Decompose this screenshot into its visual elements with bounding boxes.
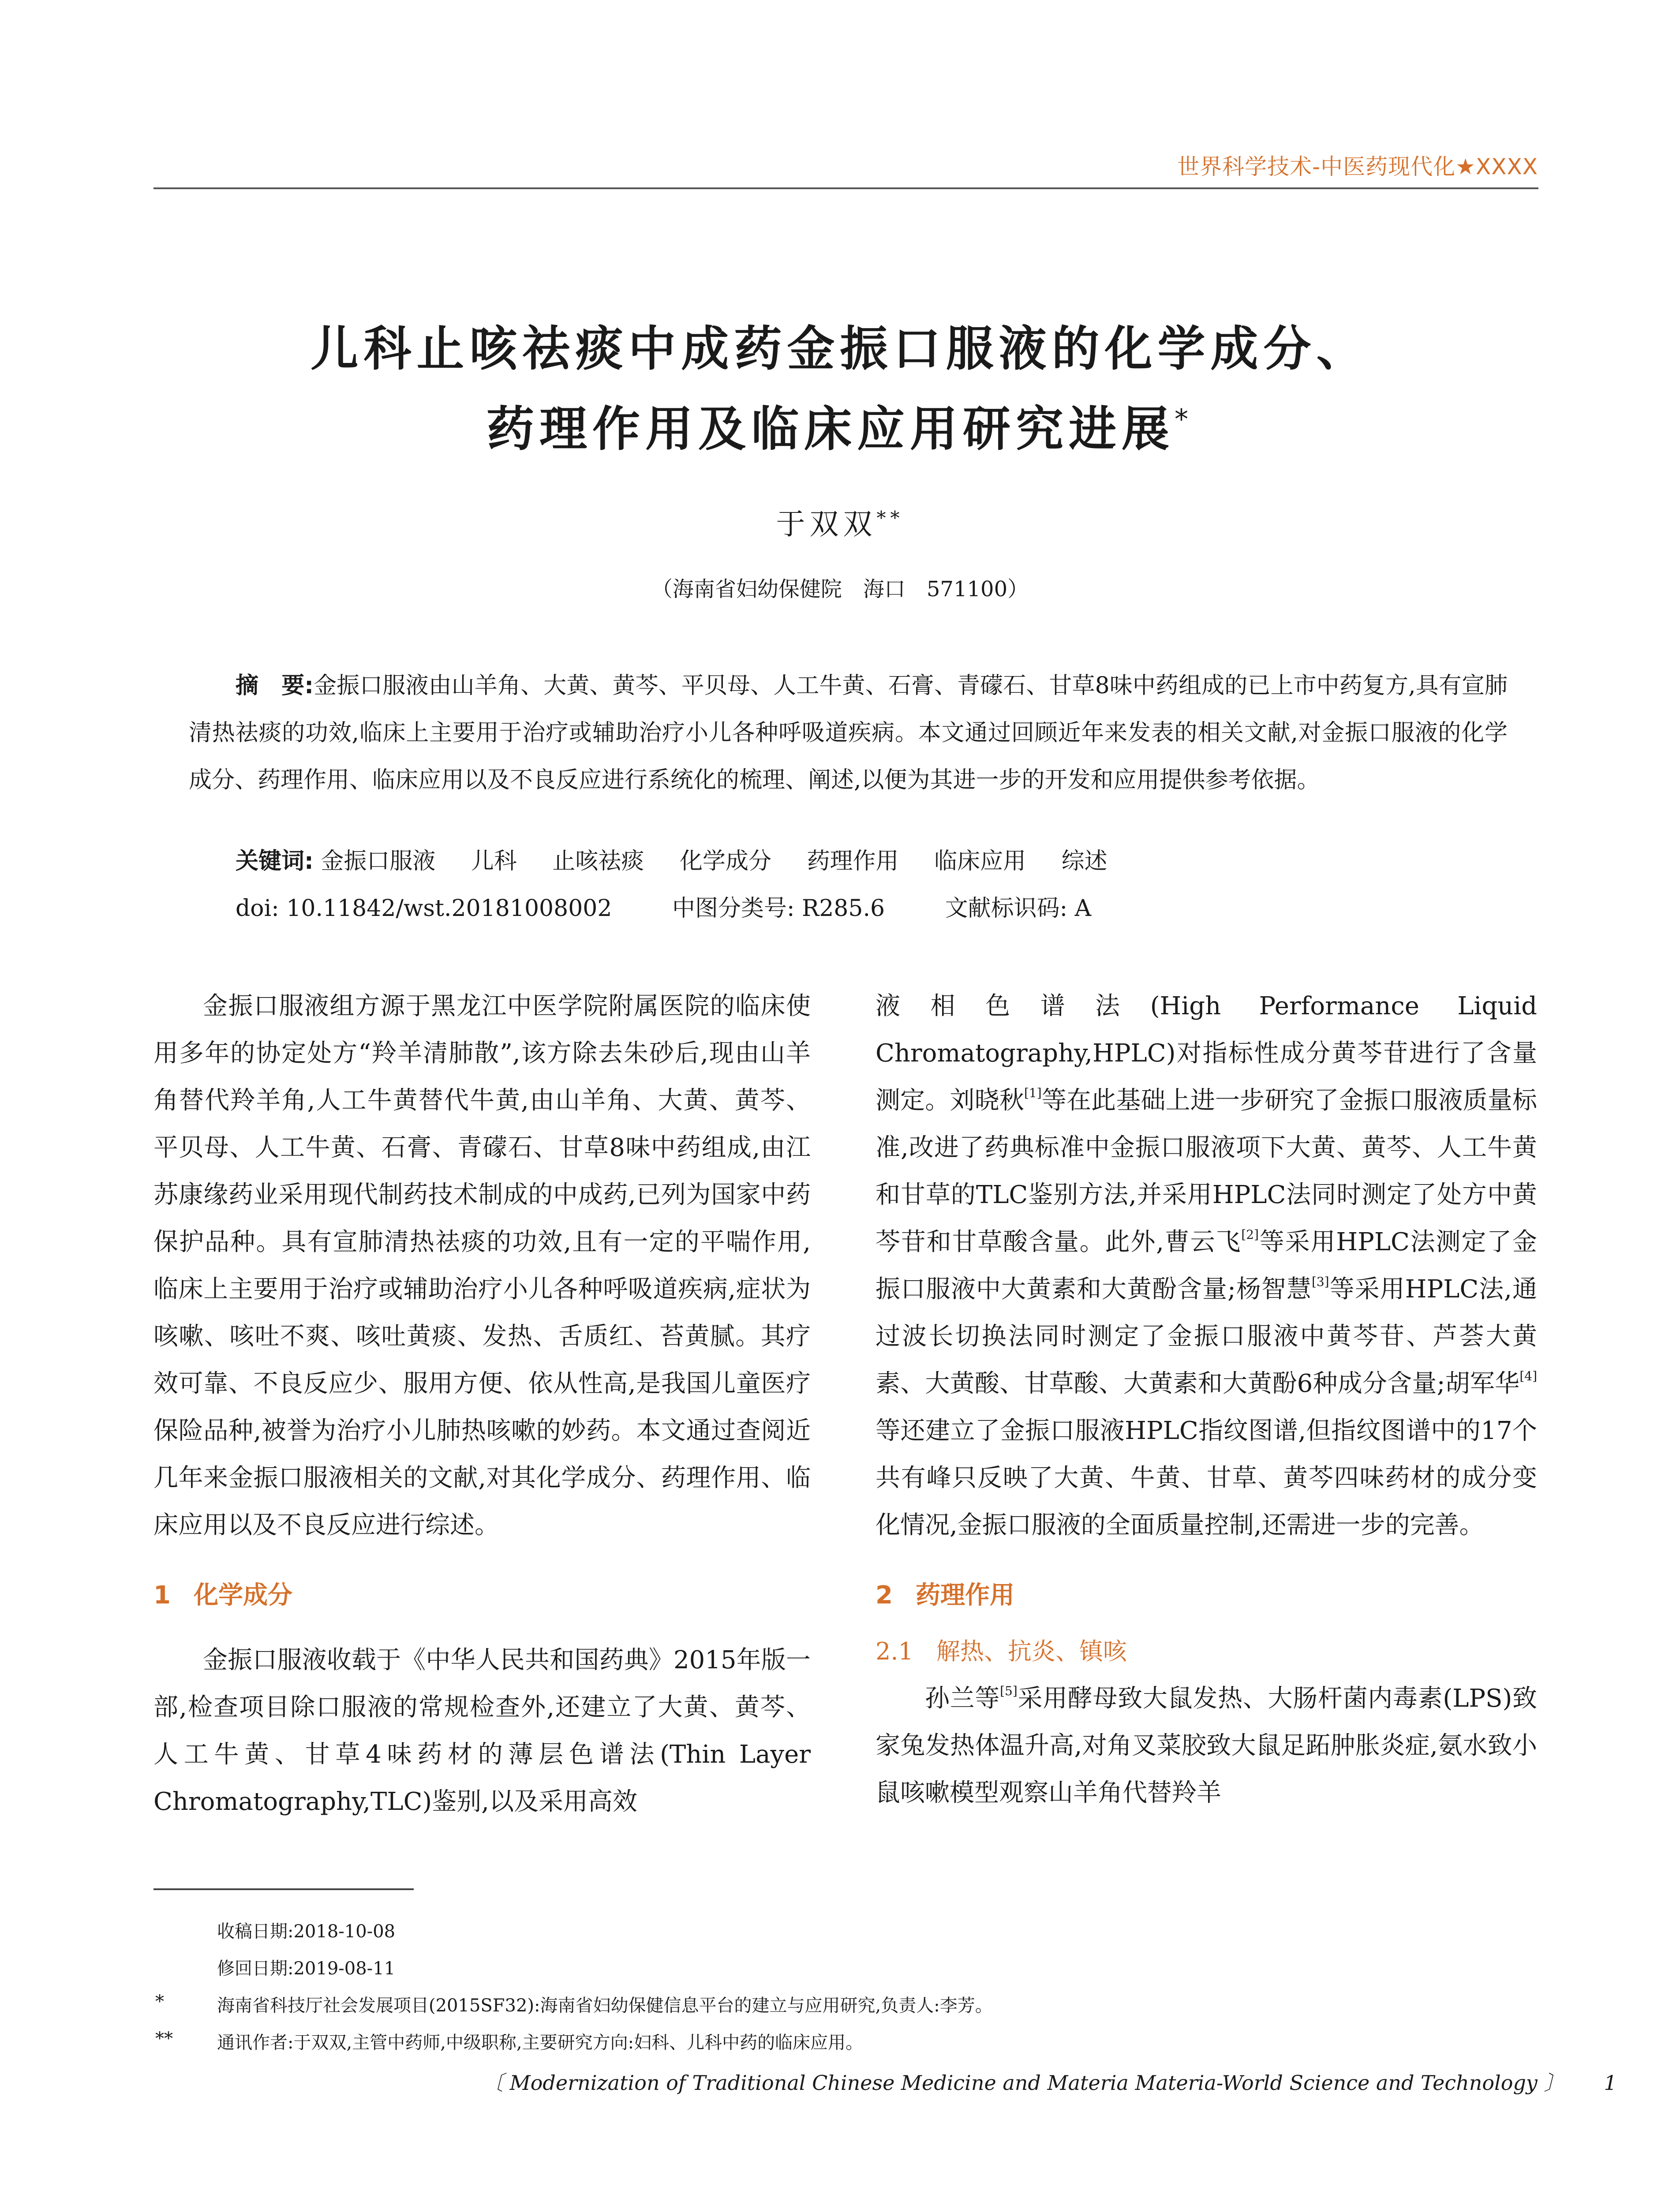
section-1-number: 1 (153, 1581, 171, 1610)
document-code: 文献标识码: A (945, 895, 1092, 922)
keywords-label: 关键词: (236, 848, 314, 875)
right-paragraph-2 (876, 1675, 1537, 1816)
text-span: 等采用HPLC法测定了金振口服液中大黄素和大黄酚含量;杨智慧 (876, 1228, 1537, 1304)
page-footer (483, 2067, 1617, 2096)
title-footnote-mark: * (1175, 403, 1194, 435)
doi: doi: 10.11842/wst.20181008002 (236, 895, 612, 922)
text-span: 液相色谱法(High Performance Liquid Chromatography,HPLC)对指标性成分黄芩苷进行了含量测定。刘晓秋 (876, 992, 1537, 1115)
keyword-item: 金振口服液 (321, 848, 436, 875)
section-1-title: 化学成分 (193, 1581, 292, 1610)
text-span: 等还建立了金振口服液HPLC指纹图谱,但指纹图谱中的17个共有峰只反映了大黄、牛黄、甘草、黄芩四味药材的成分变化情况,金振口服液的全面质量控制,还需进一步的完善。 (876, 1416, 1537, 1540)
citation: [3] (1311, 1274, 1329, 1289)
section-2-number: 2 (876, 1581, 893, 1610)
corresponding-mark: ** (155, 2029, 173, 2049)
abstract-label: 摘 要: (236, 673, 314, 699)
page-number: 1 (1604, 2071, 1617, 2095)
citation: [5] (1000, 1684, 1018, 1698)
right-paragraph-1 (876, 983, 1537, 1549)
text-span: 采用酵母致大鼠发热、大肠杆菌内毒素(LPS)致家兔发热体温升高,对角叉菜胶致大鼠足跖肿胀炎症,氨水致小鼠咳嗽模型观察山羊角代替羚羊 (876, 1684, 1537, 1807)
footer-journal: 〔 Modernization of Traditional Chinese Medicine and Materia Materia-World Science and Technology 〕 (483, 2071, 1564, 2095)
revised-date: 修回日期:2019-08-11 (217, 1958, 396, 1979)
corresponding-author-note: 通讯作者:于双双,主管中药师,中级职称,主要研究方向:妇科、儿科中药的临床应用。 (217, 2033, 864, 2053)
received-date: 收稿日期:2018-10-08 (217, 1921, 396, 1942)
paper-title-line-1: 儿科止咳祛痰中成药金振口服液的化学成分、 (311, 321, 1369, 377)
subsection-2-1-heading (876, 1628, 1537, 1675)
citation: [2] (1241, 1227, 1259, 1242)
text-span: 孙兰等 (925, 1684, 1000, 1713)
clc-number: 中图分类号: R285.6 (672, 895, 885, 922)
keyword-item: 儿科 (471, 848, 517, 875)
citation: [4] (1519, 1369, 1537, 1383)
keyword-item: 临床应用 (934, 848, 1026, 875)
text-span: 等采用HPLC法,通过波长切换法同时测定了金振口服液中黄芩苷、芦荟大黄素、大黄酸、甘草酸、大黄素和大黄酚6种成分含量;胡军华 (876, 1275, 1537, 1398)
intro-paragraph: 金振口服液组方源于黑龙江中医学院附属医院的临床使用多年的协定处方“羚羊清肺散”,该方除去朱砂后,现由山羊角替代羚羊角,人工牛黄替代牛黄,由山羊角、大黄、黄芩、平贝母、人工牛黄、石膏、青礞石、甘草8味中药组成,由江苏康缘药业采用现代制药技术制成的中成药,已列为国家中药保护品种。具有宣肺清热祛痰的功效,且有一定的平喘作用,临床上主要用于治疗或辅助治疗小儿各种呼吸道疾病,症状为咳嗽、咳吐不爽、咳吐黄痰、发热、舌质红、苔黄腻。其疗效可靠、不良反应少、服用方便、依从性高,是我国儿童医疗保险品种,被誉为治疗小儿肺热咳嗽的妙药。本文通过查阅近几年来金振口服液相关的文献,对其化学成分、药理作用、临床应用以及不良反应进行综述。 (153, 992, 811, 1540)
keywords (236, 842, 1136, 875)
keyword-item: 药理作用 (807, 848, 899, 875)
section-2-heading (876, 1572, 1537, 1619)
footnote-divider (153, 1888, 414, 1890)
fund-mark: * (155, 1992, 164, 2012)
article-meta (236, 889, 1144, 923)
right-column (876, 983, 1537, 1816)
author-name: 于双双 (776, 507, 877, 541)
abstract (189, 662, 1508, 804)
text-span: 等在此基础上进一步研究了金振口服液质量标准,改进了药典标准中金振口服液项下大黄、黄芩、人工牛黄和甘草的TLC鉴别方法,并采用HPLC法同时测定了处方中黄芩苷和甘草酸含量。此外,曹云飞 (876, 1086, 1538, 1256)
section-1-heading (153, 1572, 811, 1619)
journal-header: 世界科学技术-中医药现代化★XXXX (1177, 154, 1538, 179)
subsection-2-1-number: 2.1 (876, 1637, 913, 1665)
keyword-item: 综述 (1061, 848, 1108, 875)
fund-note: 海南省科技厅社会发展项目(2015SF32):海南省妇幼保健信息平台的建立与应用研究,负责人:李芳。 (217, 1996, 993, 2016)
author-footnote-mark: ** (876, 507, 904, 529)
keyword-item: 化学成分 (679, 848, 771, 875)
subsection-2-1-title: 解热、抗炎、镇咳 (936, 1637, 1127, 1665)
header-divider (153, 187, 1538, 189)
keyword-item: 止咳祛痰 (552, 848, 644, 875)
citation: [1] (1024, 1086, 1042, 1100)
paper-title-line-2 (0, 402, 1680, 457)
section-2-title: 药理作用 (915, 1581, 1014, 1610)
affiliation: （海南省妇幼保健院 海口 571100） (651, 577, 1029, 602)
left-column (153, 983, 811, 1825)
author-line (0, 501, 1680, 542)
section-1-paragraph: 金振口服液收载于《中华人民共和国药典》2015年版一部,检查项目除口服液的常规检查外,还建立了大黄、黄芩、人工牛黄、甘草4味药材的薄层色谱法(Thin Layer Chromatography,TLC)鉴别,以及采用高效 (153, 1646, 811, 1816)
abstract-text: 金振口服液由山羊角、大黄、黄芩、平贝母、人工牛黄、石膏、青礞石、甘草8味中药组成的已上市中药复方,具有宣肺清热祛痰的功效,临床上主要用于治疗或辅助治疗小儿各种呼吸道疾病。本文通过回顾近年来发表的相关文献,对金振口服液的化学成分、药理作用、临床应用以及不良反应进行系统化的梳理、阐述,以便为其进一步的开发和应用提供参考依据。 (189, 673, 1508, 793)
paper-title-line-2-text: 药理作用及临床应用研究进展 (486, 402, 1175, 457)
